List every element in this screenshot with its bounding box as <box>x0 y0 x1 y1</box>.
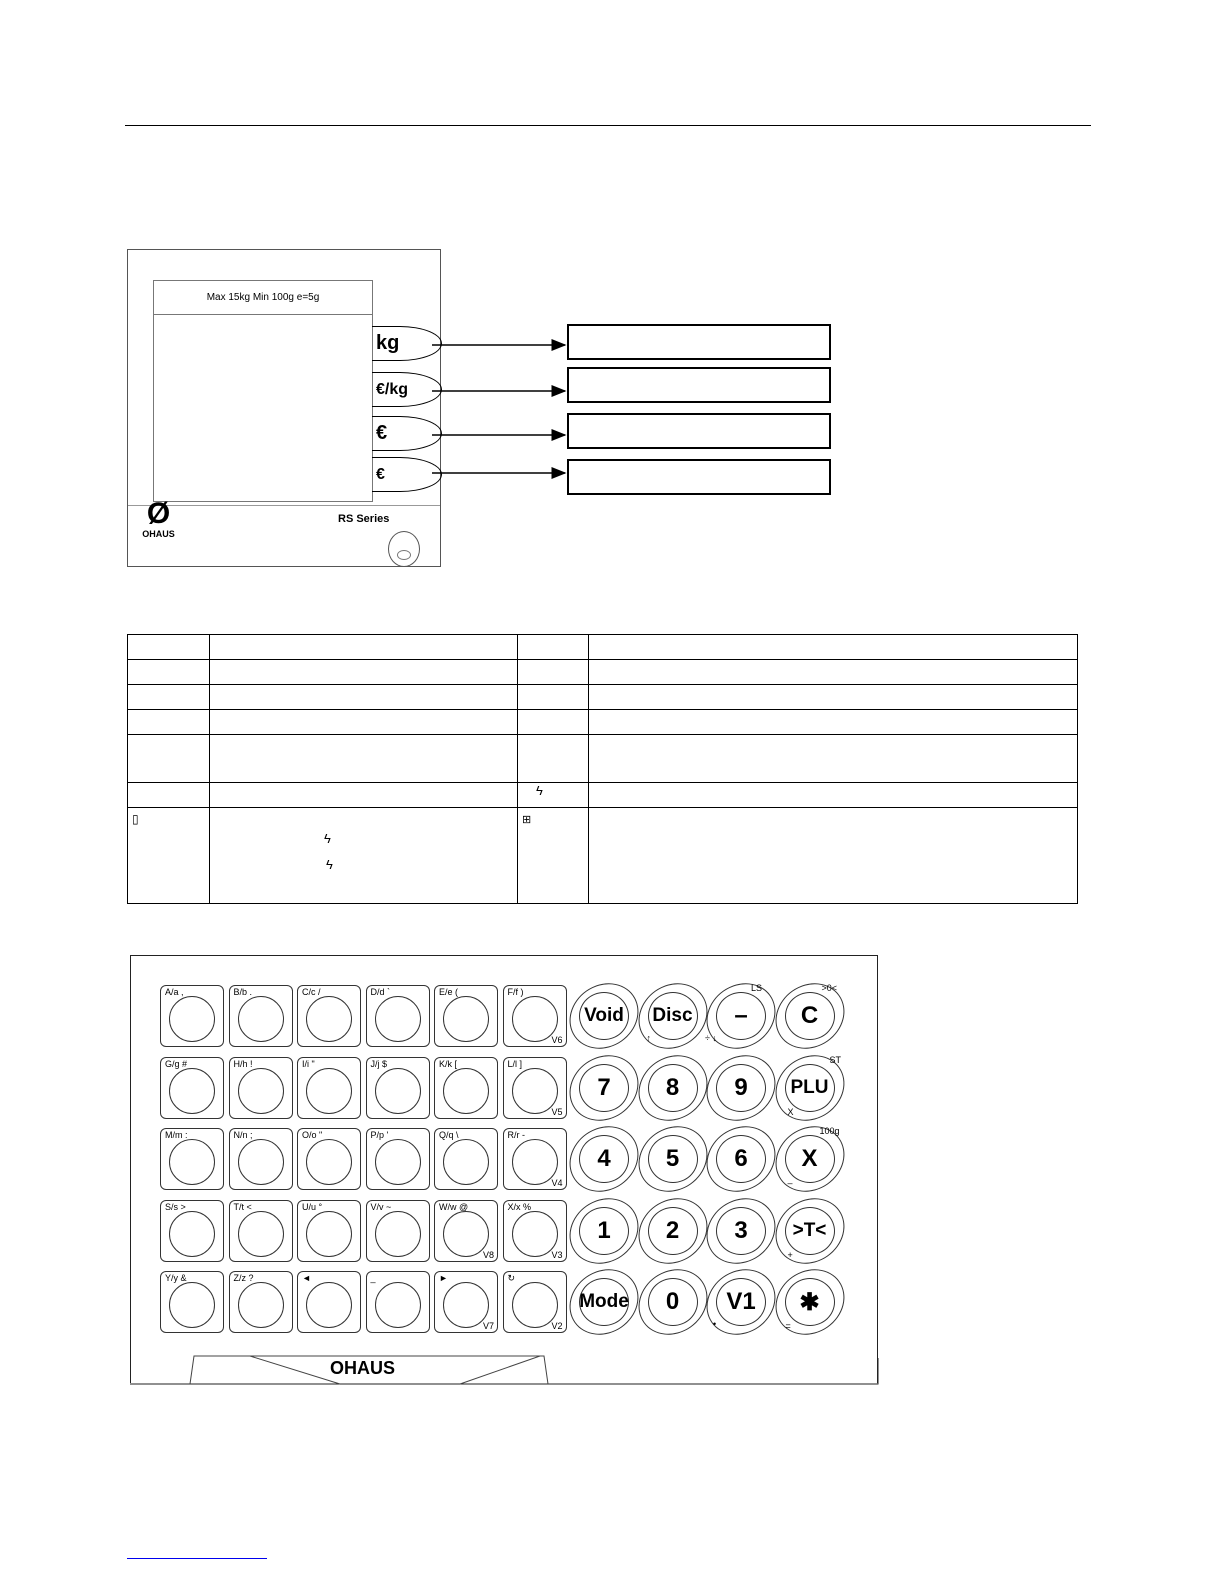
alpha-key[interactable] <box>366 1271 430 1333</box>
function-key[interactable] <box>705 1057 777 1119</box>
key-circle <box>238 1211 284 1257</box>
alpha-key[interactable] <box>229 985 293 1047</box>
key-circle <box>169 1282 215 1328</box>
alpha-key[interactable] <box>503 1057 567 1119</box>
key-circle <box>443 996 489 1042</box>
key-label: O/o " <box>302 1130 323 1140</box>
key-label: Z/z ? <box>233 1273 254 1283</box>
key-sublabel: V8 <box>482 1249 494 1260</box>
key-label: Void <box>579 992 629 1040</box>
key-label: J/j $ <box>370 1058 388 1069</box>
key-secondary-label: ÷ ↓ <box>705 1033 717 1043</box>
alpha-key[interactable] <box>434 1057 498 1119</box>
alpha-key[interactable] <box>297 985 361 1047</box>
key-circle <box>306 996 352 1042</box>
unit-label: €/kg <box>376 381 409 398</box>
key-secondary-label: + <box>787 1249 793 1260</box>
function-key[interactable] <box>774 985 846 1047</box>
key-label: R/r - <box>507 1130 525 1140</box>
key-label: >T< <box>785 1207 835 1255</box>
network-icon: ⊞ <box>522 814 532 826</box>
key-label: V/v ~ <box>370 1201 392 1212</box>
table-cell <box>518 635 589 660</box>
table-cell <box>518 735 589 783</box>
key-secondary-label: >0< <box>821 983 838 993</box>
model-label: RS Series <box>338 513 390 525</box>
table-cell <box>128 685 210 710</box>
key-label: N/n ; <box>233 1130 253 1140</box>
key-label: F/f ) <box>507 987 524 997</box>
key-circle <box>238 996 284 1042</box>
key-label: C <box>785 992 835 1040</box>
alpha-key[interactable] <box>297 1057 361 1119</box>
key-label: X/x % <box>507 1201 532 1212</box>
key-sublabel: V7 <box>482 1321 494 1331</box>
alpha-key[interactable] <box>503 985 567 1047</box>
table-cell <box>589 735 1078 783</box>
table-cell <box>210 735 518 783</box>
alpha-key[interactable] <box>434 1271 498 1333</box>
function-key[interactable] <box>637 1057 709 1119</box>
key-label: 7 <box>579 1064 629 1112</box>
key-secondary-label: 100g <box>819 1126 840 1136</box>
key-label: PLU <box>785 1064 835 1112</box>
ohaus-logo-mark: Ø <box>146 497 171 530</box>
key-secondary-label: X <box>787 1106 794 1117</box>
ohaus-logo <box>136 499 181 539</box>
alpha-key[interactable] <box>503 1128 567 1190</box>
table-cell <box>128 808 210 904</box>
key-sublabel: V2 <box>551 1321 563 1331</box>
key-circle <box>169 1211 215 1257</box>
alpha-key[interactable] <box>229 1057 293 1119</box>
alpha-key[interactable] <box>160 1200 224 1262</box>
function-key[interactable] <box>774 1271 846 1333</box>
power-button[interactable] <box>388 531 420 567</box>
key-circle <box>375 1139 421 1185</box>
key-circle <box>375 1282 421 1328</box>
table-cell <box>518 808 589 904</box>
key-label: ✱ <box>785 1278 835 1326</box>
table-cell <box>518 685 589 710</box>
table-row <box>128 808 1078 904</box>
table-cell <box>518 783 589 808</box>
display-screen <box>153 280 373 502</box>
key-label: ◄ <box>302 1273 311 1283</box>
key-label: V1 <box>716 1278 766 1326</box>
key-label: D/d ` <box>370 987 391 997</box>
key-label: K/k [ <box>439 1058 458 1069</box>
table-cell <box>128 635 210 660</box>
key-circle <box>375 1068 421 1114</box>
alpha-key[interactable] <box>160 985 224 1047</box>
key-label: 1 <box>579 1207 629 1255</box>
function-key[interactable] <box>637 985 709 1047</box>
table-cell <box>518 710 589 735</box>
key-label: L/l ] <box>507 1058 523 1069</box>
function-key[interactable] <box>774 1128 846 1190</box>
unit-label: € <box>376 466 385 483</box>
key-secondary-label: ST <box>829 1054 842 1065</box>
key-label: 0 <box>648 1278 698 1326</box>
table-cell <box>589 808 1078 904</box>
key-label: 4 <box>579 1135 629 1183</box>
alpha-key[interactable] <box>229 1128 293 1190</box>
function-key[interactable] <box>705 1128 777 1190</box>
key-secondary-label: • <box>713 1319 717 1329</box>
key-label: M/m : <box>165 1130 188 1140</box>
footnote-rule <box>127 1558 267 1559</box>
alpha-key[interactable] <box>434 985 498 1047</box>
display-spec: Max 15kg Min 100g e=5g <box>154 281 372 315</box>
lightning-icon: ϟ <box>324 831 331 846</box>
table-cell <box>589 710 1078 735</box>
alpha-key[interactable] <box>160 1271 224 1333</box>
key-sublabel: V4 <box>551 1178 563 1188</box>
alpha-key[interactable] <box>297 1271 361 1333</box>
callout-box-unit-price <box>567 367 831 403</box>
key-label: 6 <box>716 1135 766 1183</box>
callout-box-weight <box>567 324 831 360</box>
table-row <box>128 710 1078 735</box>
key-label: X <box>785 1135 835 1183</box>
table-row <box>128 635 1078 660</box>
keypad-bottom-edge <box>130 1340 880 1385</box>
key-circle <box>169 996 215 1042</box>
key-sublabel: V6 <box>551 1035 563 1045</box>
table-row <box>128 660 1078 685</box>
table-cell <box>210 660 518 685</box>
alpha-key[interactable] <box>229 1271 293 1333</box>
key-circle <box>306 1139 352 1185</box>
key-circle <box>306 1068 352 1114</box>
function-key[interactable] <box>774 1054 846 1119</box>
unit-label: € <box>376 422 388 444</box>
key-label: ► <box>439 1273 448 1283</box>
alpha-key[interactable] <box>366 1057 430 1119</box>
key-label: 5 <box>648 1135 698 1183</box>
key-label: Q/q \ <box>439 1130 459 1140</box>
alpha-key[interactable] <box>160 1128 224 1190</box>
key-circle <box>169 1068 215 1114</box>
table-cell <box>210 710 518 735</box>
function-key[interactable] <box>774 1200 846 1262</box>
alpha-key[interactable] <box>297 1200 361 1262</box>
lightning-icon: ϟ <box>326 857 333 872</box>
key-label: P/p ' <box>370 1130 389 1140</box>
key-circle <box>238 1068 284 1114</box>
alpha-key[interactable] <box>434 1200 498 1262</box>
table-cell <box>128 783 210 808</box>
lightning-icon: ϟ <box>536 783 543 798</box>
key-circle <box>238 1282 284 1328</box>
function-key[interactable] <box>637 1271 709 1333</box>
scale-display-figure <box>127 249 441 567</box>
function-key[interactable] <box>568 1200 640 1262</box>
unit-label: kg <box>376 332 400 354</box>
table-cell <box>589 660 1078 685</box>
function-key[interactable] <box>568 1271 640 1333</box>
callout-box-extra <box>567 459 831 495</box>
table-row <box>128 783 1078 808</box>
key-circle <box>306 1282 352 1328</box>
key-label: 8 <box>648 1064 698 1112</box>
key-label: Y/y & <box>165 1273 187 1283</box>
table-cell <box>518 660 589 685</box>
table-cell <box>210 783 518 808</box>
key-label: B/b . <box>233 987 253 997</box>
function-key[interactable] <box>637 1200 709 1262</box>
alpha-key[interactable] <box>503 1200 567 1262</box>
key-label: – <box>716 992 766 1040</box>
key-label: H/h ! <box>233 1058 253 1069</box>
keypad-brand: OHAUS <box>330 1358 396 1378</box>
callout-arrows <box>430 320 575 500</box>
key-circle <box>375 996 421 1042</box>
table-cell <box>210 635 518 660</box>
key-circle <box>443 1139 489 1185</box>
alpha-key[interactable] <box>366 985 430 1047</box>
key-secondary-label: – <box>787 1178 793 1188</box>
key-secondary-label: ↑ <box>646 1033 651 1043</box>
key-circle <box>169 1139 215 1185</box>
table-row <box>128 685 1078 710</box>
key-sublabel: V3 <box>551 1249 563 1260</box>
key-label: 3 <box>716 1207 766 1255</box>
callout-box-total <box>567 413 831 449</box>
alpha-key[interactable] <box>297 1128 361 1190</box>
key-label: 2 <box>648 1207 698 1255</box>
key-label: ↻ <box>507 1273 516 1283</box>
key-label: E/e ( <box>439 987 459 997</box>
function-key[interactable] <box>705 1271 777 1333</box>
function-key[interactable] <box>568 1057 640 1119</box>
function-key[interactable] <box>637 1128 709 1190</box>
key-circle <box>238 1139 284 1185</box>
key-label: G/g # <box>165 1058 188 1069</box>
key-label: C/c / <box>302 987 321 997</box>
table-cell <box>589 783 1078 808</box>
key-label: Mode <box>579 1278 629 1326</box>
alpha-key[interactable] <box>503 1271 567 1333</box>
key-label: U/u ° <box>302 1201 323 1212</box>
table-cell <box>589 685 1078 710</box>
key-label: A/a , <box>165 987 184 997</box>
key-label: 9 <box>716 1064 766 1112</box>
key-label: I/i " <box>302 1058 315 1069</box>
key-sublabel: V5 <box>551 1106 563 1117</box>
table-cell <box>128 660 210 685</box>
table-cell <box>128 735 210 783</box>
alpha-key[interactable] <box>366 1128 430 1190</box>
table-cell <box>210 808 518 904</box>
function-key[interactable] <box>568 985 640 1047</box>
key-label: _ <box>370 1273 376 1283</box>
header-rule <box>125 125 1091 126</box>
battery-icon: ▯ <box>132 812 139 826</box>
table-cell <box>589 635 1078 660</box>
indicator-table <box>127 634 1078 904</box>
ohaus-logo-word: OHAUS <box>142 529 175 539</box>
key-label: T/t < <box>233 1201 252 1212</box>
alpha-key[interactable] <box>434 1128 498 1190</box>
key-label: W/w @ <box>439 1201 469 1212</box>
table-cell <box>128 710 210 735</box>
function-key[interactable] <box>568 1128 640 1190</box>
alpha-key[interactable] <box>160 1057 224 1119</box>
function-key[interactable] <box>705 985 777 1047</box>
key-secondary-label: LS <box>751 983 763 993</box>
key-label: Disc <box>648 992 698 1040</box>
key-circle <box>443 1068 489 1114</box>
key-secondary-label: = <box>785 1321 791 1331</box>
key-circle <box>306 1211 352 1257</box>
table-cell <box>210 685 518 710</box>
key-label: S/s > <box>165 1201 186 1212</box>
key-circle <box>375 1211 421 1257</box>
table-row <box>128 735 1078 783</box>
alpha-key[interactable] <box>229 1200 293 1262</box>
function-key[interactable] <box>705 1200 777 1262</box>
alpha-key[interactable] <box>366 1200 430 1262</box>
